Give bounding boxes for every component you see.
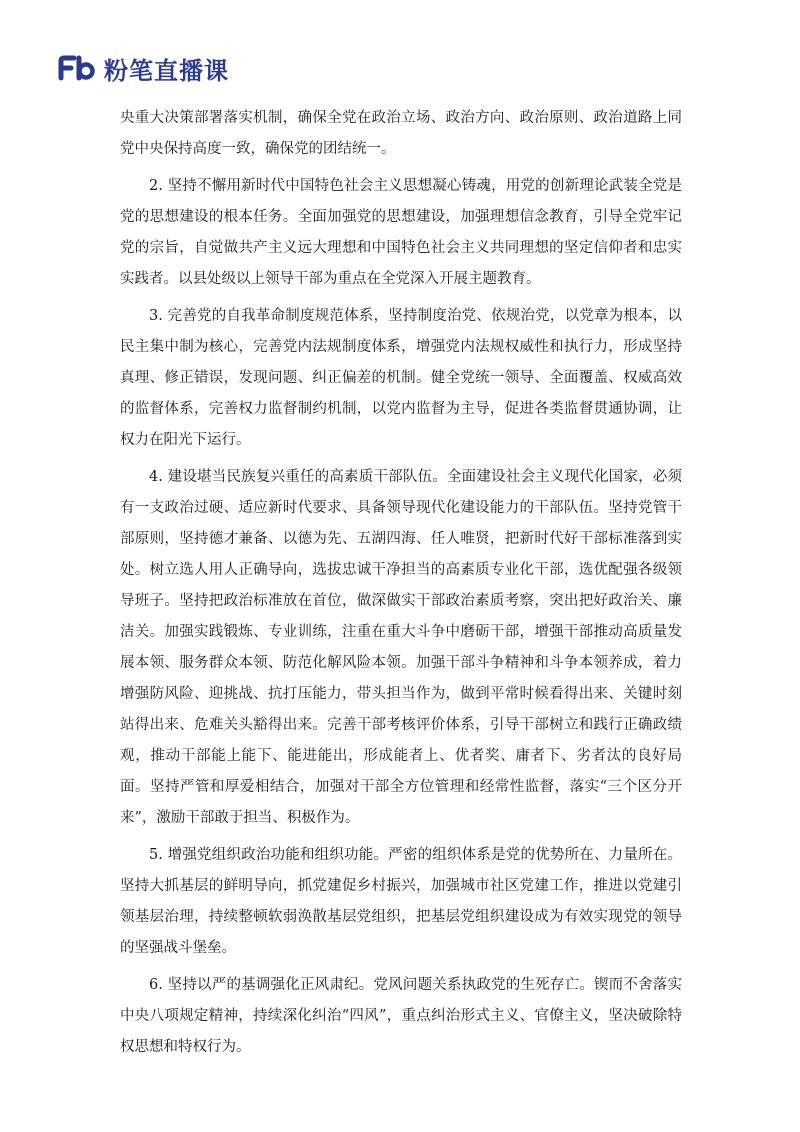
header bbox=[58, 50, 229, 86]
document-body bbox=[120, 103, 682, 1069]
paragraph-continued: 央重大决策部署落实机制，确保全党在政治立场、政治方向、政治原则、政治道路上同党中央保持高度一致，确保党的团结统一。 bbox=[120, 110, 682, 157]
paragraph-item-3: 3. 完善党的自我革命制度规范体系，坚持制度治党、依规治党，以党章为根本，以民主集中制为核心，完善党内法规制度体系，增强党内法规权威性和执行力，形成坚持真理、修正错误，发现问题、纠正偏差的机制。健全党统一领导、全面覆盖、权威高效的监督体系，完善权力监督制约机制，以党内监督为主导，促进各类监督贯通协调，让权力在阳光下运行。 bbox=[120, 308, 682, 448]
brand-name: 粉笔直播课 bbox=[104, 56, 229, 85]
paragraph-item-6: 6. 坚持以严的基调强化正风肃纪。党风问题关系执政党的生死存亡。锲而不舍落实中央八项规定精神，持续深化纠治“四风”，重点纠治形式主义、官僚主义，坚决破除特权思想和特权行为。 bbox=[120, 977, 682, 1055]
paragraph-item-5: 5. 增强党组织政治功能和组织功能。严密的组织体系是党的优势所在、力量所在。坚持大抓基层的鲜明导向，抓党建促乡村振兴，加强城市社区党建工作，推进以党建引领基层治理，持续整顿软弱涣散基层党组织，把基层党组织建设成为有效实现党的领导的坚强战斗堡垒。 bbox=[120, 847, 682, 956]
paragraph-item-2: 2. 坚持不懈用新时代中国特色社会主义思想凝心铸魂，用党的创新理论武装全党是党的思想建设的根本任务。全面加强党的思想建设，加强理想信念教育，引导全党牢记党的宗旨，自觉做共产主义远大理想和中国特色社会主义共同理想的坚定信仰者和忠实实践者。以县处级以上领导干部为重点在全党深入开展主题教育。 bbox=[120, 178, 682, 287]
fb-logo-icon bbox=[58, 55, 96, 81]
paragraph-item-4: 4. 建设堪当民族复兴重任的高素质干部队伍。全面建设社会主义现代化国家，必须有一支政治过硬、适应新时代要求、具备领导现代化建设能力的干部队伍。坚持党管干部原则，坚持德才兼备、以德为先、五湖四海、任人唯贤，把新时代好干部标准落到实处。树立选人用人正确导向，选拔忠诚干净担当的高素质专业化干部，选优配强各级领导班子。坚持把政治标准放在首位，做深做实干部政治素质考察，突出把好政治关、廉洁关。加强实践锻炼、专业训练，注重在重大斗争中磨砺干部，增强干部推动高质量发展本领、服务群众本领、防范化解风险本领。加强干部斗争精神和斗争本领养成，着力增强防风险、迎挑战、抗打压能力，带头担当作为，做到平常时候看得出来、关键时刻站得出来、危难关头豁得出来。完善干部考核评价体系，引导干部树立和践行正确政绩观，推动干部能上能下、能进能出，形成能者上、优者奖、庸者下、劣者汰的良好局面。坚持严管和厚爱相结合，加强对干部全方位管理和经常性监督，落实“三个区分开来”，激励干部敢于担当、积极作为。 bbox=[120, 469, 682, 826]
